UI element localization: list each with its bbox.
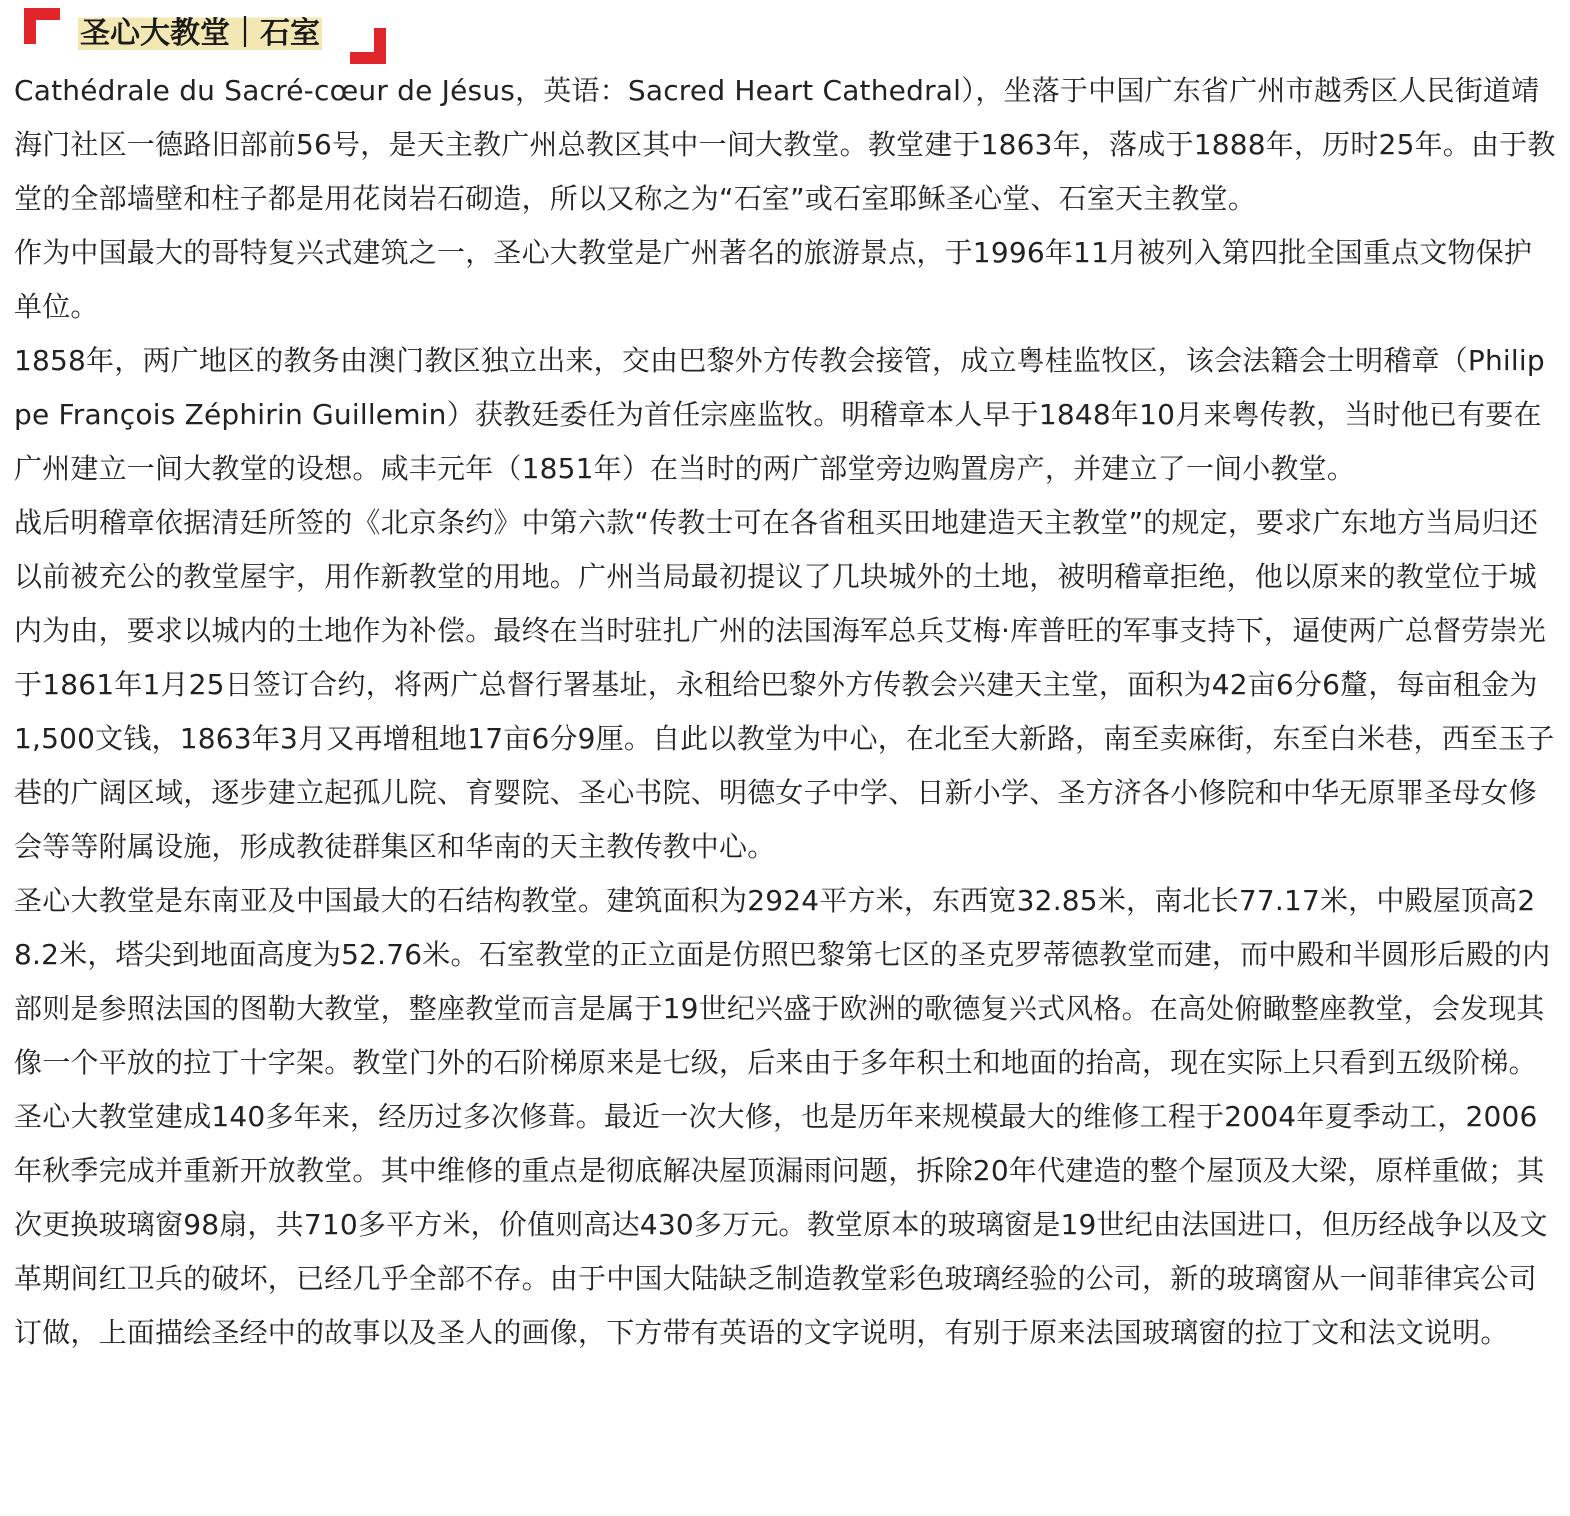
corner-bracket-bottom-right-icon [350, 28, 386, 64]
paragraph-intro: Cathédrale du Sacré-cœur de Jésus，英语：Sacred Heart Cathedral），坐落于中国广东省广州市越秀区人民街道靖海门社区一德路旧部前56号，是天主教广州总教区其中一间大教堂。教堂建于1863年，落成于1888年，历时25年。由于教堂的全部墙壁和柱子都是用花岗岩石砌造，所以又称之为“石室”或石室耶稣圣心堂、石室天主教堂。 [14, 74, 1556, 215]
paragraph-landmark: 作为中国最大的哥特复兴式建筑之一，圣心大教堂是广州著名的旅游景点，于1996年11月被列入第四批全国重点文物保护单位。 [14, 236, 1533, 323]
paragraph-treaty: 战后明稽章依据清廷所签的《北京条约》中第六款“传教士可在各省租买田地建造天主教堂”的规定，要求广东地方当局归还以前被充公的教堂屋宇，用作新教堂的用地。广州当局最初提议了几块城外的土地，被明稽章拒绝，他以原来的教堂位于城内为由，要求以城内的土地作为补偿。最终在当时驻扎广州的法国海军总兵艾梅·库普旺的军事支持下，逼使两广总督劳崇光于1861年1月25日签订合约，将两广总督行署基址，永租给巴黎外方传教会兴建天主堂，面积为42亩6分6釐，每亩租金为1,500文钱，1863年3月又再增租地17亩6分9厘。自此以教堂为中心，在北至大新路，南至卖麻街，东至白米巷，西至玉子巷的广阔区域，逐步建立起孤儿院、育婴院、圣心书院、明德女子中学、日新小学、圣方济各小修院和中华无原罪圣母女修会等等附属设施，形成教徒群集区和华南的天主教传教中心。 [14, 506, 1555, 863]
title-block [24, 6, 394, 66]
page-title: 圣心大教堂｜石室 [78, 12, 322, 56]
paragraph-architecture: 圣心大教堂是东南亚及中国最大的石结构教堂。建筑面积为2924平方米，东西宽32.85米，南北长77.17米，中殿屋顶高28.2米，塔尖到地面高度为52.76米。石室教堂的正立面是仿照巴黎第七区的圣克罗蒂德教堂而建，而中殿和半圆形后殿的内部则是参照法国的图勒大教堂，整座教堂而言是属于19世纪兴盛于欧洲的歌德复兴式风格。在高处俯瞰整座教堂，会发现其像一个平放的拉丁十字架。教堂门外的石阶梯原来是七级，后来由于多年积土和地面的抬高，现在实际上只看到五级阶梯。 [14, 884, 1551, 1079]
paragraph-renovation: 圣心大教堂建成140多年来，经历过多次修葺。最近一次大修，也是历年来规模最大的维修工程于2004年夏季动工，2006年秋季完成并重新开放教堂。其中维修的重点是彻底解决屋顶漏雨问题，拆除20年代建造的整个屋顶及大梁，原样重做；其次更换玻璃窗98扇，共710多平方米，价值则高达430多万元。教堂原本的玻璃窗是19世纪由法国进口，但历经战争以及文革期间红卫兵的破坏，已经几乎全部不存。由于中国大陆缺乏制造教堂彩色玻璃经验的公司，新的玻璃窗从一间菲律宾公司订做，上面描绘圣经中的故事以及圣人的画像，下方带有英语的文字说明，有别于原来法国玻璃窗的拉丁文和法文说明。 [14, 1100, 1548, 1349]
article-body [14, 64, 1560, 1360]
paragraph-history-1858: 1858年，两广地区的教务由澳门教区独立出来，交由巴黎外方传教会接管，成立粤桂监牧区，该会法籍会士明稽章（Philippe François Zéphirin Guillemin）获教廷委任为首任宗座监牧。明稽章本人早于1848年10月来粤传教，当时他已有要在广州建立一间大教堂的设想。咸丰元年（1851年）在当时的两广部堂旁边购置房产，并建立了一间小教堂。 [14, 344, 1545, 485]
corner-bracket-top-left-icon [24, 8, 60, 44]
